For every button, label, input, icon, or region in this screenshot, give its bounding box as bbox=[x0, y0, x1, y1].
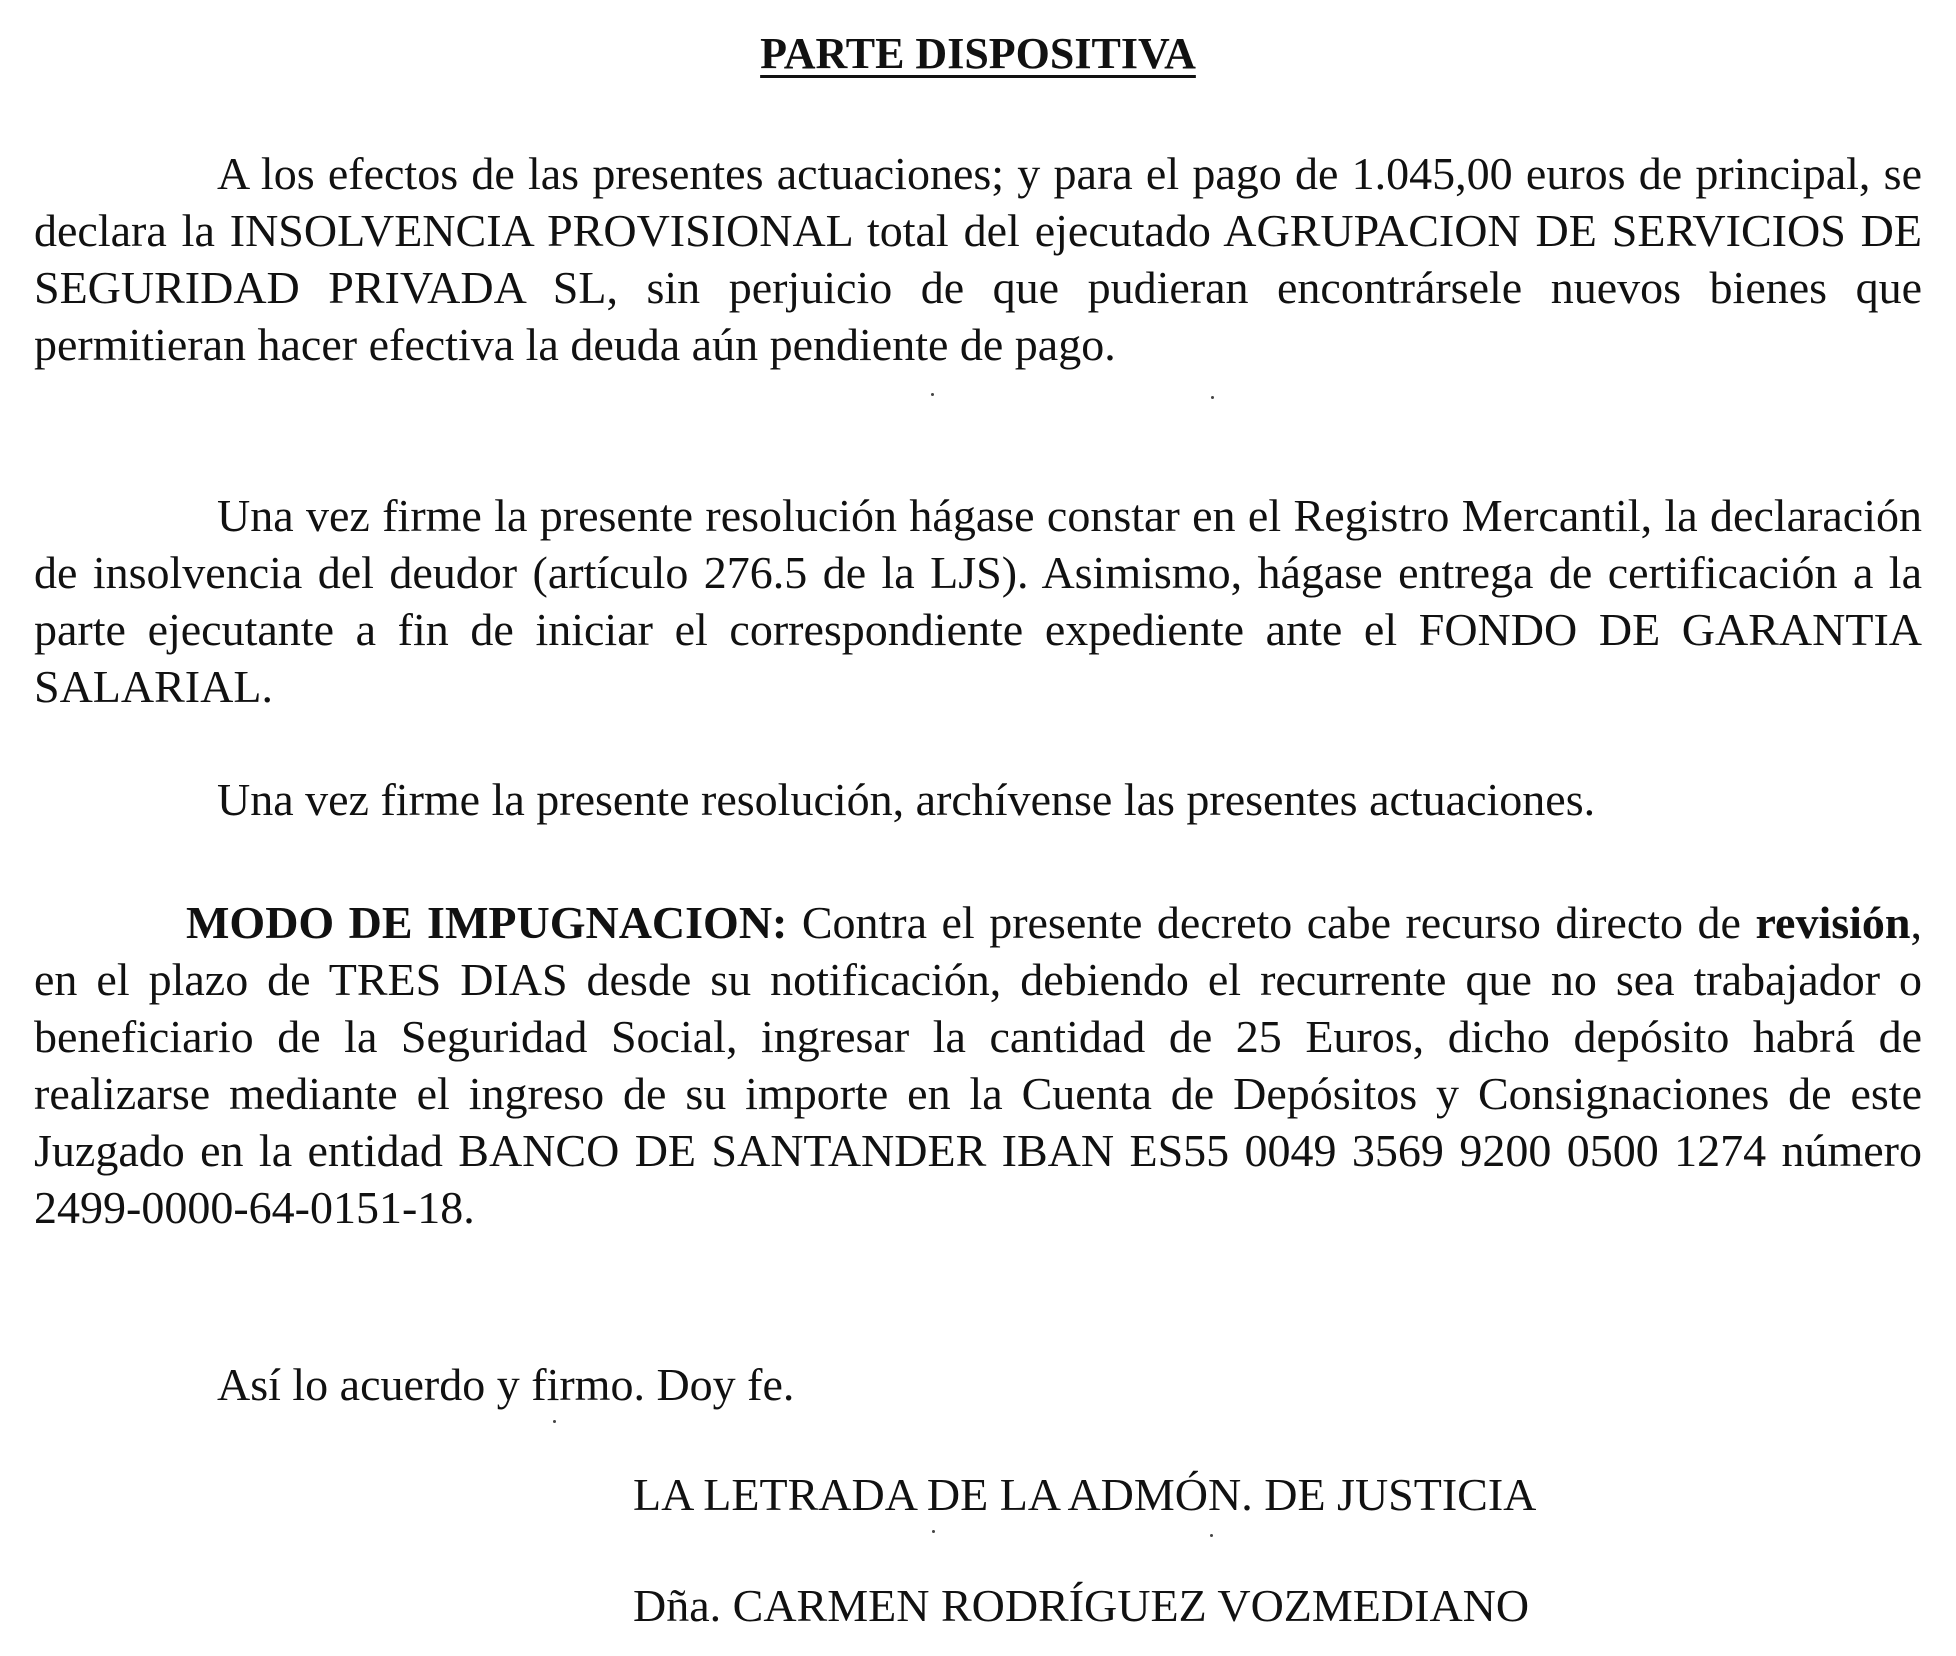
paragraph-impugnation bbox=[34, 894, 1922, 1236]
document-title: PARTE DISPOSITIVA bbox=[760, 29, 1196, 78]
scan-speck bbox=[932, 1530, 935, 1533]
closing-statement: Así lo acuerdo y firmo. Doy fe. bbox=[217, 1359, 795, 1410]
scan-speck bbox=[553, 1420, 556, 1423]
paragraph-archive: Una vez firme la presente resolución, archívense las presentes actuaciones. bbox=[217, 774, 1596, 825]
scan-speck bbox=[1211, 396, 1214, 399]
paragraph-insolvency: A los efectos de las presentes actuaciones; y para el pago de 1.045,00 euros de principal, se declara la INSOLVENCIA PROVISIONAL total del ejecutado AGRUPACION DE SERVICIOS DE SEGURIDAD PRIVADA SL, sin perjuicio de que pudieran encontrársele nuevos bienes que permitieran hacer efectiva la deuda aún pendiente de pago. bbox=[34, 148, 1922, 370]
impugnation-text-2: , en el plazo de TRES DIAS desde su notificación, debiendo el recurrente que no sea trabajador o beneficiario de la Seguridad Social, ingresar la cantidad de 25 Euros, dicho depósito habrá de realizarse mediante el ingreso de su importe en la Cuenta de Depósitos y Consignaciones de este Juzgado en la entidad BANCO DE SANTANDER IBAN ES55 0049 3569 9200 0500 1274 número 2499-0000-64-0151-18. bbox=[34, 897, 1922, 1233]
paragraph-registry: Una vez firme la presente resolución hágase constar en el Registro Mercantil, la declaración de insolvencia del deudor (artículo 276.5 de la LJS). Asimismo, hágase entrega de certificación a la parte ejecutante a fin de iniciar el correspondiente expediente ante el FONDO DE GARANTIA SALARIAL. bbox=[34, 490, 1922, 712]
signature-title: LA LETRADA DE LA ADMÓN. DE JUSTICIA bbox=[633, 1469, 1537, 1520]
scan-speck bbox=[1210, 1534, 1213, 1537]
impugnation-bold-word: revisión bbox=[1755, 897, 1911, 948]
impugnation-heading: MODO DE IMPUGNACION: bbox=[186, 897, 788, 948]
scan-speck bbox=[931, 393, 934, 396]
impugnation-text-1: Contra el presente decreto cabe recurso directo de bbox=[787, 897, 1756, 948]
signature-name: Dña. CARMEN RODRÍGUEZ VOZMEDIANO bbox=[633, 1580, 1530, 1631]
